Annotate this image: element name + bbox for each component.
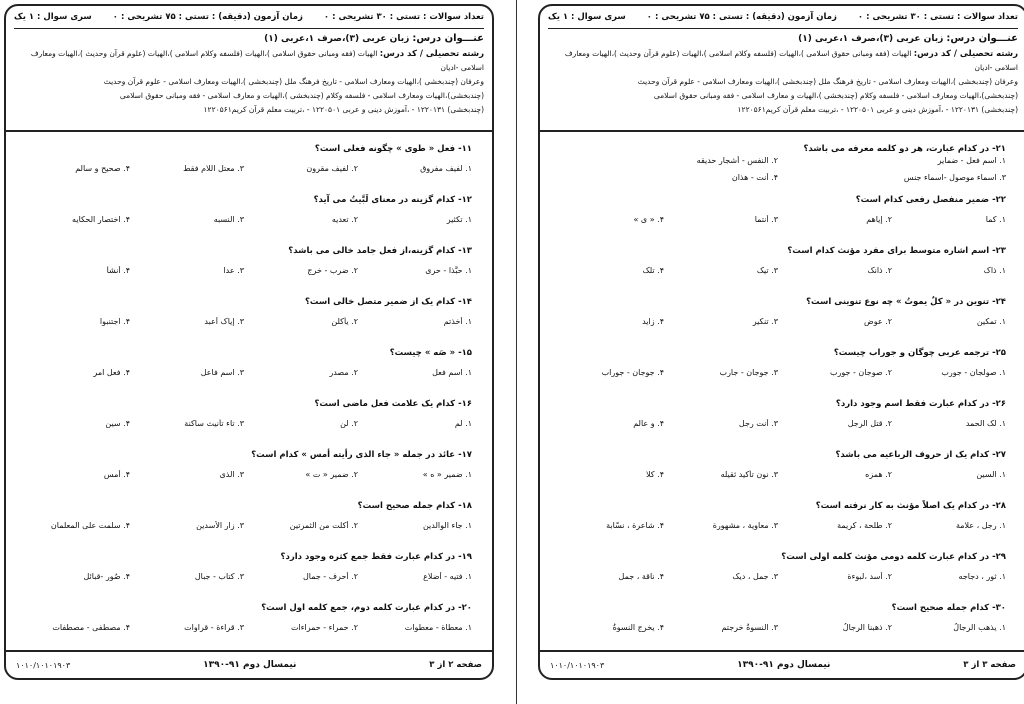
answer-option[interactable]: ۲. أسد ،لبوءة xyxy=(847,572,892,581)
question-text: ۱۶- کدام یک علامت فعل ماضی است؟ xyxy=(314,399,472,409)
question-text: ۱۹- در کدام عبارت فقط جمع کثره وجود دارد؟ xyxy=(280,552,472,562)
answer-option[interactable]: ۳. جوجان - جارب xyxy=(719,368,778,377)
question-item xyxy=(16,138,482,189)
answer-options xyxy=(16,164,472,173)
major-line: وعرفان (چندبخشی )،الهیات ومعارف اسلامی - تاریخ فرهنگ ملل (چندبخشی )،الهیات ومعارف اسلامی - علوم قرآن وحدیث xyxy=(103,77,484,86)
question-item xyxy=(16,495,482,546)
question-text: ۲۲- ضمیر منفصل رفعی کدام است؟ xyxy=(855,195,1006,205)
question-text: ۱۱- فعل « طوی » چگونه فعلی است؟ xyxy=(314,144,472,154)
answer-options xyxy=(16,419,472,428)
answer-option[interactable]: ۴. اجتنبوا xyxy=(99,317,130,326)
answer-option[interactable]: ۳. عدا xyxy=(223,266,244,275)
answer-options xyxy=(16,215,472,224)
question-text: ۲۸- در کدام یک اصلاً مؤنث به کار نرفته است؟ xyxy=(815,501,1006,511)
question-text: ۲۳- اسم اشاره متوسط برای مفرد مؤنث کدام است؟ xyxy=(787,246,1006,256)
answer-option[interactable]: ۴. صحیح و سالم xyxy=(75,164,130,173)
exam-footer xyxy=(6,650,492,678)
answer-option[interactable]: ۴. أنشأ xyxy=(106,266,130,275)
answer-option[interactable]: ۱. صولجان - جورب xyxy=(941,368,1006,377)
major-prefix: رشته تحصیلی / کد درس: xyxy=(913,49,1018,59)
answer-options xyxy=(550,156,1006,190)
exam-footer xyxy=(540,650,1024,678)
question-count-label: تعداد سوالات : تستی : ۳۰ تشریحی : ۰ xyxy=(857,12,1018,22)
answer-options xyxy=(550,623,1006,632)
answer-option[interactable]: ۳. أنت رجل xyxy=(738,419,778,428)
answer-option[interactable]: ۲. أحرف - جمال xyxy=(302,572,358,581)
answer-option[interactable]: ۲. ضرب - خرج xyxy=(307,266,358,275)
answer-option[interactable]: ۲. تعدیه xyxy=(331,215,358,224)
answer-option[interactable]: ۴. سین xyxy=(105,419,130,428)
answer-option[interactable]: ۱. تمکین xyxy=(976,317,1006,326)
answer-option[interactable]: ۳. اسماء موصول -اسماء جنس xyxy=(903,173,1006,182)
answer-option[interactable]: ۱. اسم فعل xyxy=(432,368,472,377)
question-text: ۱۴- کدام یک از ضمیر متصل خالی است؟ xyxy=(304,297,472,307)
answer-option[interactable]: ۳. نون تأکید ثقیله xyxy=(720,470,778,479)
question-item xyxy=(16,342,482,393)
question-text: ۱۲- کدام گزینه در معنای لَبَّیتُ می آید؟ xyxy=(313,195,472,205)
series-label: سری سوال : ۱ یک xyxy=(548,12,626,22)
answer-option[interactable]: ۳. جمل ، دیک xyxy=(732,572,778,581)
answer-option[interactable]: ۱. تکثیر xyxy=(446,215,472,224)
question-item xyxy=(16,189,482,240)
major-prefix: رشته تحصیلی / کد درس: xyxy=(379,49,484,59)
major-line: الهیات (فقه ومبانی حقوق اسلامی )،الهیات (فلسفه وکلام اسلامی )،الهیات (علوم قرآن وحدیث )،الهیات ومعارف اسلامی -ادیان xyxy=(564,49,1018,72)
answer-option[interactable]: ۲. همزه xyxy=(865,470,892,479)
answer-options xyxy=(16,470,472,479)
answer-option[interactable]: ۳. أنتما xyxy=(754,215,778,224)
answer-option[interactable]: ۴. مصطفی - مصطفات xyxy=(52,623,130,632)
answer-option[interactable]: ۳. النسوةُ خرجتم xyxy=(721,623,778,632)
answer-option[interactable]: ۲. ذانک xyxy=(867,266,892,275)
page-number: صفحه ۳ از ۳ xyxy=(963,660,1016,670)
question-item xyxy=(16,546,482,597)
answer-option[interactable]: ۲. ذهبنا الرجالُ xyxy=(842,623,892,632)
exam-meta-row xyxy=(548,10,1018,29)
question-text: ۲۰- در کدام عبارت کلمه دوم، جمع کلمه اول است؟ xyxy=(261,603,472,613)
question-item xyxy=(550,546,1016,597)
term-label: نیمسال دوم ۹۱-۱۳۹۰ xyxy=(737,660,831,670)
answer-options xyxy=(16,368,472,377)
answer-option[interactable]: ۱. یذهب الرجالُ xyxy=(953,623,1006,632)
exam-header xyxy=(540,6,1024,132)
major-line: (چندبخشی) ۱۲۲۰۱۳۱ - ،آموزش دینی و عربی ۱۲۲۰۵۰۱ - ،تربیت معلم قرآن کریم۱۲۲۰۵۶۱ xyxy=(203,105,484,114)
question-item xyxy=(16,393,482,444)
answer-options xyxy=(550,266,1006,275)
answer-option[interactable]: ۱. لفیف مفروق xyxy=(420,164,472,173)
answer-option[interactable]: ۱. اسم فعل - ضمایر xyxy=(937,156,1006,165)
answer-option[interactable]: ۱. جاء الوالدین xyxy=(422,521,472,530)
exam-time-label: زمان آزمون (دقیقه) : تستی : ۷۵ تشریحی : ۰ xyxy=(646,12,837,22)
answer-options xyxy=(16,572,472,581)
course-title-prefix: عنـــوان درس: xyxy=(946,33,1018,44)
answer-options xyxy=(16,521,472,530)
answer-option[interactable]: ۱. السین xyxy=(976,470,1006,479)
answer-option[interactable]: ۲. أکلت من الثمرتین xyxy=(289,521,358,530)
answer-option[interactable]: ۱. ثور ، دجاجه xyxy=(958,572,1006,581)
question-item xyxy=(550,597,1016,648)
answer-options xyxy=(550,419,1006,428)
answer-option[interactable]: ۳. تیک xyxy=(756,266,778,275)
answer-option[interactable]: ۴. شاعرة ، نسّابة xyxy=(606,521,664,530)
answer-option[interactable]: ۴. کلّا xyxy=(646,470,664,479)
answer-option[interactable]: ۴. و عالم xyxy=(633,419,664,428)
page-separator xyxy=(516,0,517,704)
answer-option[interactable]: ۲. صوجان - جورب xyxy=(829,368,892,377)
exam-page-2 xyxy=(4,4,494,680)
question-count-label: تعداد سوالات : تستی : ۳۰ تشریحی : ۰ xyxy=(323,12,484,22)
answer-option[interactable]: ۱. أخذتم xyxy=(443,317,472,326)
answer-option[interactable]: ۲. إیاهم xyxy=(866,215,892,224)
answer-option[interactable]: ۳. النسبه xyxy=(213,215,244,224)
question-item xyxy=(550,240,1016,291)
answer-option[interactable]: ۳. زار الأسدین xyxy=(196,521,244,530)
question-text: ۱۸- کدام جمله صحیح است؟ xyxy=(357,501,472,511)
question-item xyxy=(16,291,482,342)
course-title-prefix: عنـــوان درس: xyxy=(412,33,484,44)
question-item xyxy=(550,291,1016,342)
course-title xyxy=(548,31,1018,47)
answer-option[interactable]: ۲. طلحة ، کریمة xyxy=(837,521,892,530)
answer-option[interactable]: ۴. زاید xyxy=(642,317,664,326)
answer-option[interactable]: ۱. ضمیر « ه » xyxy=(422,470,472,479)
answer-option[interactable]: ۴. سلمت علی المعلمان xyxy=(50,521,130,530)
question-item xyxy=(550,138,1016,189)
answer-option[interactable]: ۳. معاویة ، مشهورة xyxy=(712,521,778,530)
question-text: ۲۴- تنوین در « کلٌ یموتُ » چه نوع تنوینی است؟ xyxy=(806,297,1006,307)
answer-option[interactable]: ۱. لم xyxy=(454,419,472,428)
exam-header xyxy=(6,6,492,132)
exam-page-3 xyxy=(538,4,1024,680)
answer-options xyxy=(550,317,1006,326)
exam-meta-row xyxy=(14,10,484,29)
course-name: زبان عربی (۳)،صرف ۱،عربی (۱) xyxy=(798,34,944,44)
major-line: وعرفان (چندبخشی )،الهیات ومعارف اسلامی - تاریخ فرهنگ ملل (چندبخشی )،الهیات ومعارف اسلامی - علوم قرآن وحدیث xyxy=(637,77,1018,86)
answer-option[interactable]: ۲. ضمیر « ت » xyxy=(305,470,358,479)
answer-option[interactable]: ۲. یأکلن xyxy=(331,317,358,326)
answer-option[interactable]: ۴. جوجان - جوراب xyxy=(601,368,664,377)
answer-option[interactable]: ۱. رجل ، علامة xyxy=(955,521,1006,530)
question-text: ۲۵- ترجمه عربی چوگان و جوراب چیست؟ xyxy=(833,348,1006,358)
answer-option[interactable]: ۱. کما xyxy=(985,215,1006,224)
answer-option[interactable]: ۴. أنت - هذان xyxy=(731,173,778,182)
question-text: ۱۵- « صَه » چیست؟ xyxy=(389,348,472,358)
course-title xyxy=(14,31,484,47)
answer-option[interactable]: ۳. معتل اللام فقط xyxy=(183,164,244,173)
question-list xyxy=(6,138,492,650)
question-item xyxy=(550,342,1016,393)
answer-options xyxy=(550,572,1006,581)
series-label: سری سوال : ۱ یک xyxy=(14,12,92,22)
question-text: ۲۹- در کدام عبارت کلمه دومی مؤنث کلمه اولی است؟ xyxy=(781,552,1006,562)
question-item xyxy=(550,189,1016,240)
question-item xyxy=(550,444,1016,495)
answer-option[interactable]: ۳. قراءة - قراوات xyxy=(184,623,244,632)
question-text: ۱۷- عائد در جمله « جاء الذی رأیته أمس » کدام است؟ xyxy=(251,450,472,460)
answer-option[interactable]: ۴. تلک xyxy=(642,266,664,275)
major-line: (چندبخشی) ۱۲۲۰۱۳۱ - ،آموزش دینی و عربی ۱۲۲۰۵۰۱ - ،تربیت معلم قرآن کریم۱۲۲۰۵۶۱ xyxy=(737,105,1018,114)
answer-option[interactable]: ۴. أمس xyxy=(103,470,130,479)
answer-option[interactable]: ۱. فتیه - أضلاع xyxy=(423,572,472,581)
answer-options xyxy=(16,623,472,632)
page-number: صفحه ۲ از ۳ xyxy=(429,660,482,670)
answer-option[interactable]: ۲. حمراء - حمراءات xyxy=(290,623,358,632)
exam-code: ۱۰۱۰/۱۰۱۰۱۹۰۳ xyxy=(550,660,605,670)
answer-options xyxy=(16,317,472,326)
question-item xyxy=(16,444,482,495)
question-item xyxy=(550,393,1016,444)
answer-option[interactable]: ۴. اختصار الحکایه xyxy=(72,215,130,224)
question-item xyxy=(16,597,482,648)
answer-option[interactable]: ۲. عوض xyxy=(864,317,892,326)
major-line: (چندبخشی)،الهیات ومعارف اسلامی - فلسفه وکلام (چندبخشی )،الهیات و معارف اسلامی - فقه ومبانی حقوق اسلامی xyxy=(653,91,1018,100)
answer-option[interactable]: ۳. إیاک أعبد xyxy=(204,317,244,326)
answer-option[interactable]: ۲. لن xyxy=(340,419,358,428)
answer-options xyxy=(550,521,1006,530)
answer-option[interactable]: ۲. النفس - أشجار حدیقه xyxy=(696,156,778,165)
answer-option[interactable]: ۴. یخرج النسوةُ xyxy=(612,623,664,632)
question-item xyxy=(16,240,482,291)
answer-option[interactable]: ۱. حبَّذا - حری xyxy=(425,266,472,275)
question-text: ۲۶- در کدام عبارت فقط اسم وجود دارد؟ xyxy=(835,399,1006,409)
answer-options xyxy=(550,368,1006,377)
answer-option[interactable]: ۴. فعل امر xyxy=(93,368,130,377)
answer-option[interactable]: ۱. معطاة - معطوات xyxy=(404,623,472,632)
answer-option[interactable]: ۴. صُور -قبائل xyxy=(83,572,130,581)
answer-options xyxy=(16,266,472,275)
question-text: ۲۱- در کدام عبارت، هر دو کلمه معرفه می باشد؟ xyxy=(803,144,1006,154)
answer-option[interactable]: ۴. ناقة ، جمل xyxy=(618,572,664,581)
term-label: نیمسال دوم ۹۱-۱۳۹۰ xyxy=(203,660,297,670)
answer-option[interactable]: ۲. مصدر xyxy=(329,368,358,377)
question-text: ۱۳- کدام گزینه،از فعل جامد خالی می باشد؟ xyxy=(288,246,472,256)
answer-options xyxy=(550,215,1006,224)
answer-option[interactable]: ۱. لک الحمد xyxy=(965,419,1006,428)
major-line: الهیات (فقه ومبانی حقوق اسلامی )،الهیات (فلسفه وکلام اسلامی )،الهیات (علوم قرآن وحدیث )،الهیات ومعارف اسلامی -ادیان xyxy=(30,49,484,72)
answer-option[interactable]: ۳. کتاب - جبال xyxy=(194,572,244,581)
answer-option[interactable]: ۳. الذی xyxy=(219,470,244,479)
question-item xyxy=(550,495,1016,546)
major-block xyxy=(548,47,1018,117)
question-text: ۳۰- کدام جمله صحیح است؟ xyxy=(891,603,1006,613)
answer-option[interactable]: ۲. لفیف مقرون xyxy=(306,164,358,173)
answer-option[interactable]: ۳. تاء تأنیث ساکنة xyxy=(184,419,244,428)
exam-code: ۱۰۱۰/۱۰۱۰۱۹۰۳ xyxy=(16,660,71,670)
major-line: (چندبخشی)،الهیات ومعارف اسلامی - فلسفه وکلام (چندبخشی )،الهیات و معارف اسلامی - فقه ومبانی حقوق اسلامی xyxy=(119,91,484,100)
answer-option[interactable]: ۱. ذاک xyxy=(983,266,1006,275)
answer-option[interactable]: ۳. اسم فاعل xyxy=(200,368,244,377)
answer-option[interactable]: ۲. قتل الرجل xyxy=(847,419,892,428)
question-text: ۲۷- کدام یک از حروف الرباعیه می باشد؟ xyxy=(835,450,1006,460)
course-name: زبان عربی (۳)،صرف ۱،عربی (۱) xyxy=(264,34,410,44)
question-list xyxy=(540,138,1024,650)
major-block xyxy=(14,47,484,117)
exam-time-label: زمان آزمون (دقیقه) : تستی : ۷۵ تشریحی : ۰ xyxy=(112,12,303,22)
answer-option[interactable]: ۳. تنکیر xyxy=(752,317,778,326)
answer-option[interactable]: ۴. « ی » xyxy=(633,215,664,224)
answer-options xyxy=(550,470,1006,479)
